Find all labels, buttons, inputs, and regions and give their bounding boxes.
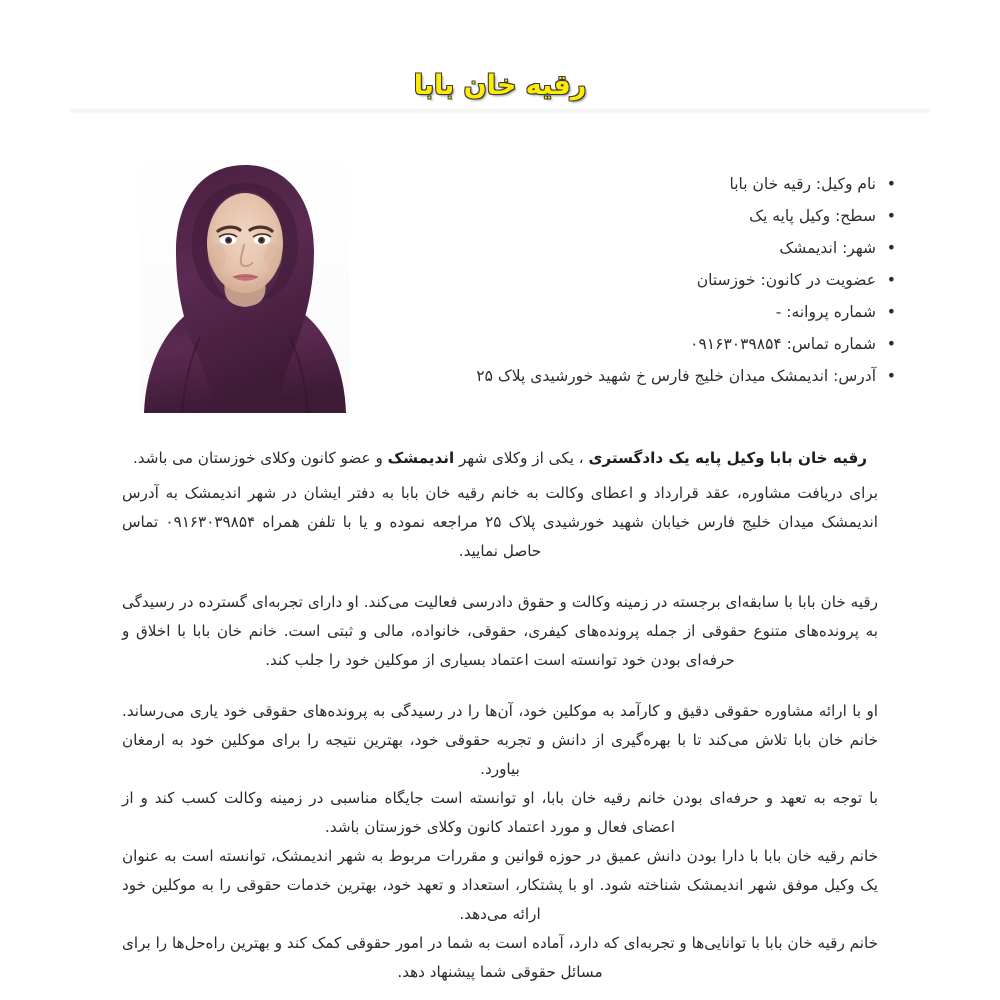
paragraph-knowledge: خانم رقیه خان بابا با دارا بودن دانش عمیق در حوزه قوانین و مقررات مربوط به شهر اندیمشک، توانسته است به عنوان یک وکیل موفق شهر اندیمشک شناخته شود. او با پشتکار، استعداد و تعهد خود، بهترین خدمات حقوقی را به موکلین خود ارائه می‌دهد. <box>122 847 878 923</box>
lawyer-portrait-photo <box>140 147 350 413</box>
description-body <box>122 444 878 993</box>
list-item: • آدرس: اندیمشک میدان خلیج فارس خ شهید خورشیدی پلاک ۲۵ <box>376 360 896 392</box>
list-item: • عضویت در کانون: خوزستان <box>376 264 896 296</box>
paragraph-intro <box>122 444 878 473</box>
list-item: • شماره تماس: ۰۹۱۶۳۰۳۹۸۵۴ <box>376 328 896 360</box>
paragraph-closing: خانم رقیه خان بابا با توانایی‌ها و تجربه‌ای که دارد، آماده است به شما در امور حقوقی کمک کند و بهترین راه‌حل‌ها را برای مسائل حقوقی شما پیشنهاد دهد. <box>122 934 878 981</box>
intro-bold-name: رقیه خان بابا وکیل پایه یک دادگستری <box>588 449 868 467</box>
paragraph-contact: برای دریافت مشاوره، عقد قرارداد و اعطای وکالت به خانم رقیه خان بابا به دفتر ایشان در شهر اندیمشک به آدرس اندیمشک میدان خلیج فارس خیابان شهید خورشیدی پلاک ۲۵ مراجعه نموده و یا با تلفن همراه ۰۹۱۶۳۰۳۹۸۵۴ تماس حاصل نمایید. <box>122 484 878 560</box>
portrait-illustration <box>140 147 350 413</box>
list-item: • شماره پروانه: - <box>376 296 896 328</box>
intro-text-b: و عضو کانون وکلای خوزستان می باشد. <box>132 449 388 467</box>
lawyer-info-list <box>376 168 896 392</box>
paragraph-consulting: او با ارائه مشاوره حقوقی دقیق و کارآمد به موکلین خود، آن‌ها را در رسیدگی به پرونده‌های حقوقی خود یاری می‌رساند. خانم خان بابا تلاش می‌کند تا با بهره‌گیری از دانش و تجربه حقوقی خود، بهترین نتیجه را برای موکلین خود به ارمغان بیاورد. <box>122 702 878 778</box>
list-item: • نام وکیل: رقیه خان بابا <box>376 168 896 200</box>
list-item: • شهر: اندیمشک <box>376 232 896 264</box>
paragraph-experience: رقیه خان بابا با سابقه‌ای برجسته در زمینه وکالت و حقوق دادرسی فعالیت می‌کند. او دارای تجربه‌ای گسترده در رسیدگی به پرونده‌های متنوع حقوقی از جمله پرونده‌های کیفری، حقوقی، خانواده، مالی و ثبتی است. خانم خان بابا با اخلاق و حرفه‌ای بودن خود توانسته است اعتماد بسیاری از موکلین خود را جلب کند. <box>122 593 878 669</box>
page-title-container <box>0 52 1000 102</box>
list-item: • سطح: وکیل پایه یک <box>376 200 896 232</box>
intro-bold-city: اندیمشک <box>387 449 455 467</box>
intro-text-a: ، یکی از وکلای شهر <box>454 449 589 467</box>
page-title: رقیه خان بابا <box>413 70 587 102</box>
paragraph-commitment: با توجه به تعهد و حرفه‌ای بودن خانم رقیه خان بابا، او توانسته است جایگاه مناسبی در زمینه وکالت کسب کند و از اعضای فعال و مورد اعتماد کانون وکلای خوزستان باشد. <box>122 789 878 836</box>
header-divider-band <box>70 108 930 114</box>
